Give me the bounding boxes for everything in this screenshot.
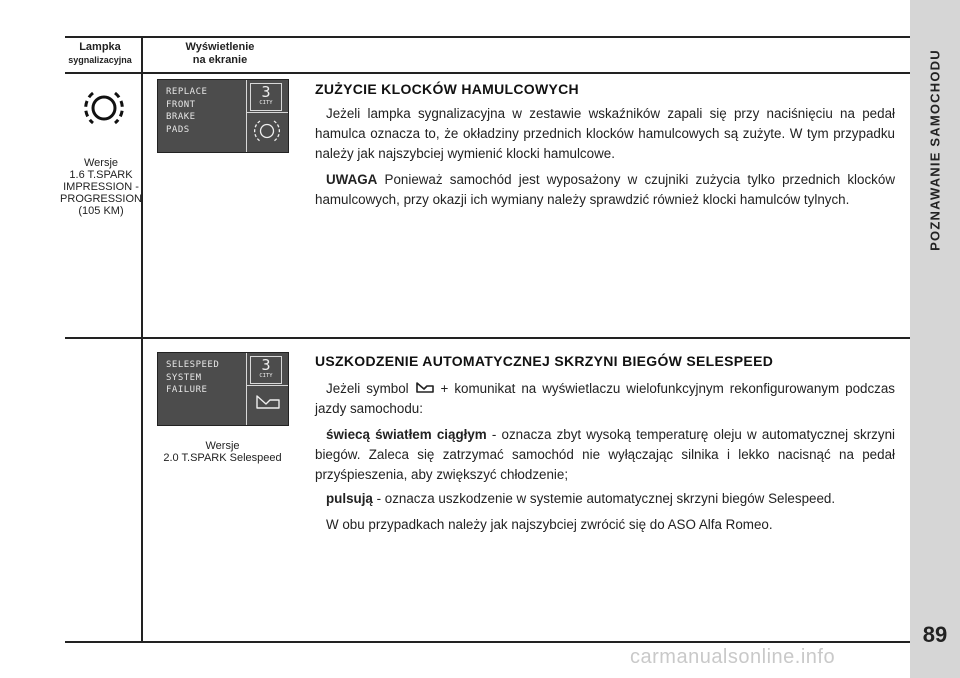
brake-warning-lamp	[84, 88, 124, 128]
lcd-line: FRONT	[166, 99, 196, 110]
gear-indicator	[250, 356, 282, 384]
top-rule	[65, 36, 910, 38]
paragraph-text: Jeżeli lampka sygnalizacyjna w zestawie wskaźników zapali się przy naciśnięciu na pedał hamulca oznacza to, że okładziny przednich klocków hamulcowych są zużyte. W tym przypadku należy jak najszybciej wymienić klocki hamulcowe.	[315, 106, 895, 161]
paragraph	[315, 489, 895, 509]
lcd-message	[166, 359, 219, 397]
header-rule	[65, 72, 910, 74]
version-line: IMPRESSION -	[63, 181, 139, 193]
brake-version-note	[58, 157, 144, 217]
watermark: carmanualsonline.info	[630, 646, 836, 668]
column-header-display-line2: na ekranie	[192, 54, 248, 66]
section-title-vertical	[910, 20, 960, 280]
brake-lcd-display	[157, 79, 289, 153]
version-line: 2.0 T.SPARK Selespeed	[163, 452, 282, 464]
column-header-display	[160, 41, 280, 67]
brake-pad-warning-icon	[84, 88, 124, 128]
lcd-line: REPLACE	[166, 87, 208, 97]
gear-number: 3	[261, 356, 271, 374]
brake-pad-warning-icon	[254, 118, 280, 144]
column-header-lamp-line2: sygnalizacyjna	[68, 55, 132, 65]
lcd-line: PADS	[166, 124, 190, 135]
column-header-display-line1: Wyświetlenie	[185, 41, 255, 53]
gear-mode: CITY	[259, 100, 273, 106]
section-heading: USZKODZENIE AUTOMATYCZNEJ SKRZYNI BIEGÓW SELESPEED	[315, 353, 774, 369]
section-heading: ZUŻYCIE KLOCKÓW HAMULCOWYCH	[315, 81, 579, 97]
lcd-message	[166, 86, 207, 136]
paragraph	[315, 425, 895, 485]
bottom-rule	[65, 641, 910, 643]
paragraph-text: W obu przypadkach należy jak najszybciej zwrócić się do ASO Alfa Romeo.	[326, 517, 773, 532]
note-paragraph	[315, 170, 895, 210]
paragraph	[315, 379, 895, 419]
sidebar-section-label: POZNAWANIE SAMOCHODU	[927, 49, 943, 251]
gear-mode: CITY	[259, 373, 273, 379]
lcd-separator	[246, 353, 247, 425]
lcd-separator	[246, 112, 288, 113]
version-line: Wersje	[83, 157, 119, 169]
paragraph-text: Jeżeli symbol	[326, 381, 415, 396]
paragraph-text: - oznacza zbyt wysoką temperaturę oleju w automatycznej skrzyni biegów. Zaleca się zatrzymać samochód nie wyłączając silnika i lekko nacisnąć na pedał przyśpieszenia, aby zwiększyć chłodzenie;	[315, 427, 895, 482]
version-line: PROGRESSION	[60, 193, 142, 205]
lcd-line: SYSTEM	[166, 372, 202, 383]
paragraph-text: + komunikat na wyświetlaczu wielofunkcyjnym rekonfigurowanym podczas jazdy samochodu:	[315, 381, 895, 416]
lcd-separator	[246, 385, 288, 386]
paragraph-text: - oznacza uszkodzenie w systemie automatycznej skrzyni biegów Selespeed.	[372, 491, 836, 506]
note-label: UWAGA	[326, 172, 378, 187]
note-text: Ponieważ samochód jest wyposażony w czujniki zużycia tylko przednich klocków hamulcowych, przy okazji ich wymiany należy sprawdzić również klocki hamulców tylnych.	[315, 172, 895, 207]
gear-indicator	[250, 83, 282, 111]
gearbox-version-note	[155, 440, 290, 464]
lcd-line: SELESPEED	[166, 360, 220, 370]
steady-label: świecą światłem ciągłym	[326, 427, 487, 442]
paragraph	[315, 104, 895, 164]
column-header-lamp	[60, 41, 140, 67]
gearbox-failure-icon	[415, 381, 435, 395]
version-line: 1.6 T.SPARK	[69, 169, 133, 181]
version-line: Wersje	[205, 440, 240, 452]
page-number: 89	[922, 622, 948, 647]
paragraph	[315, 515, 895, 535]
gearbox-failure-icon	[254, 391, 282, 413]
version-line: (105 KM)	[78, 205, 124, 217]
lcd-line: BRAKE	[166, 112, 196, 122]
pulse-label: pulsują	[326, 491, 373, 506]
row-divider-rule	[65, 337, 910, 339]
lcd-line: FAILURE	[166, 385, 208, 395]
gear-number: 3	[261, 83, 271, 101]
column-header-lamp-line1: Lampka	[79, 41, 121, 53]
column-divider	[141, 36, 143, 642]
lcd-separator	[246, 80, 247, 152]
gearbox-lcd-display	[157, 352, 289, 426]
